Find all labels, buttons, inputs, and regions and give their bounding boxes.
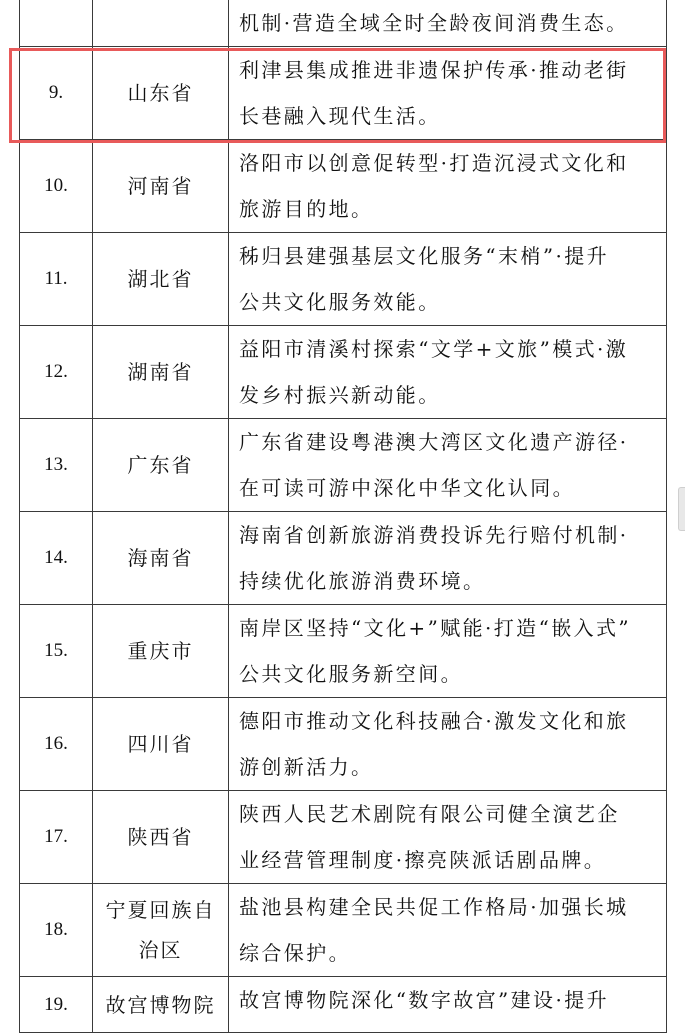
description-line: 洛阳市以创意促转型·打造沉浸式文化和 <box>239 151 629 175</box>
row-province: 广东省 <box>93 419 229 512</box>
description-line: 公共文化服务效能。 <box>239 290 441 314</box>
row-province: 湖北省 <box>93 233 229 326</box>
row-province: 重庆市 <box>93 605 229 698</box>
description-line: 持续优化旅游消费环境。 <box>239 569 486 593</box>
row-description <box>229 140 667 233</box>
table-row <box>20 140 667 233</box>
table-row <box>20 512 667 605</box>
description-line: 旅游目的地。 <box>239 197 374 221</box>
row-province: 湖南省 <box>93 326 229 419</box>
row-number: 9. <box>20 47 93 140</box>
description-line: 德阳市推动文化科技融合·激发文化和旅 <box>239 709 629 733</box>
row-number: 11. <box>20 233 93 326</box>
description-line: 海南省创新旅游消费投诉先行赔付机制· <box>239 523 629 547</box>
table-row <box>20 884 667 977</box>
description-line: 秭归县建强基层文化服务“末梢”·提升 <box>239 244 610 268</box>
table-row <box>20 0 667 47</box>
row-description <box>229 326 667 419</box>
description-line: 南岸区坚持“文化+”赋能·打造“嵌入式” <box>239 616 632 640</box>
table-row <box>20 977 667 1033</box>
description-line: 陕西人民艺术剧院有限公司健全演艺企 <box>239 802 620 826</box>
row-description <box>229 512 667 605</box>
description-line: 故宫博物院深化“数字故宫”建设·提升 <box>239 988 610 1012</box>
row-number: 19. <box>20 977 93 1033</box>
description-line: 公共文化服务新空间。 <box>239 662 463 686</box>
table-row <box>20 419 667 512</box>
side-panel-handle[interactable] <box>678 487 685 531</box>
table-row <box>20 326 667 419</box>
row-description <box>229 0 667 47</box>
row-number: 10. <box>20 140 93 233</box>
description-line: 利津县集成推进非遗保护传承·推动老街 <box>239 58 629 82</box>
description-line: 在可读可游中深化中华文化认同。 <box>239 476 575 500</box>
description-line: 综合保护。 <box>239 941 351 965</box>
row-description <box>229 698 667 791</box>
row-description <box>229 605 667 698</box>
row-number: 17. <box>20 791 93 884</box>
policy-table <box>19 0 667 1033</box>
row-province: 河南省 <box>93 140 229 233</box>
row-province: 海南省 <box>93 512 229 605</box>
description-line: 益阳市清溪村探索“文学+文旅”模式·激 <box>239 337 629 361</box>
table-row <box>20 605 667 698</box>
table-row <box>20 791 667 884</box>
table-row <box>20 47 667 140</box>
description-line: 广东省建设粤港澳大湾区文化遗产游径· <box>239 430 629 454</box>
row-description <box>229 791 667 884</box>
row-province: 宁夏回族自治区 <box>93 884 229 977</box>
description-line: 长巷融入现代生活。 <box>239 104 441 128</box>
description-line: 游创新活力。 <box>239 755 374 779</box>
description-line: 发乡村振兴新动能。 <box>239 383 441 407</box>
description-line: 盐池县构建全民共促工作格局·加强长城 <box>239 895 629 919</box>
row-number: 15. <box>20 605 93 698</box>
row-number: 14. <box>20 512 93 605</box>
description-line: 业经营管理制度·擦亮陕派话剧品牌。 <box>239 848 607 872</box>
row-number: 16. <box>20 698 93 791</box>
row-description <box>229 233 667 326</box>
table-row <box>20 233 667 326</box>
row-province: 陕西省 <box>93 791 229 884</box>
row-description <box>229 884 667 977</box>
row-number <box>20 0 93 47</box>
table-row <box>20 698 667 791</box>
row-description <box>229 977 667 1033</box>
row-province <box>93 0 229 47</box>
row-province: 故宫博物院 <box>93 977 229 1033</box>
row-number: 13. <box>20 419 93 512</box>
row-description <box>229 47 667 140</box>
row-description <box>229 419 667 512</box>
description-line: 机制·营造全域全时全龄夜间消费生态。 <box>239 11 629 35</box>
row-province: 四川省 <box>93 698 229 791</box>
row-province: 山东省 <box>93 47 229 140</box>
row-number: 18. <box>20 884 93 977</box>
row-number: 12. <box>20 326 93 419</box>
